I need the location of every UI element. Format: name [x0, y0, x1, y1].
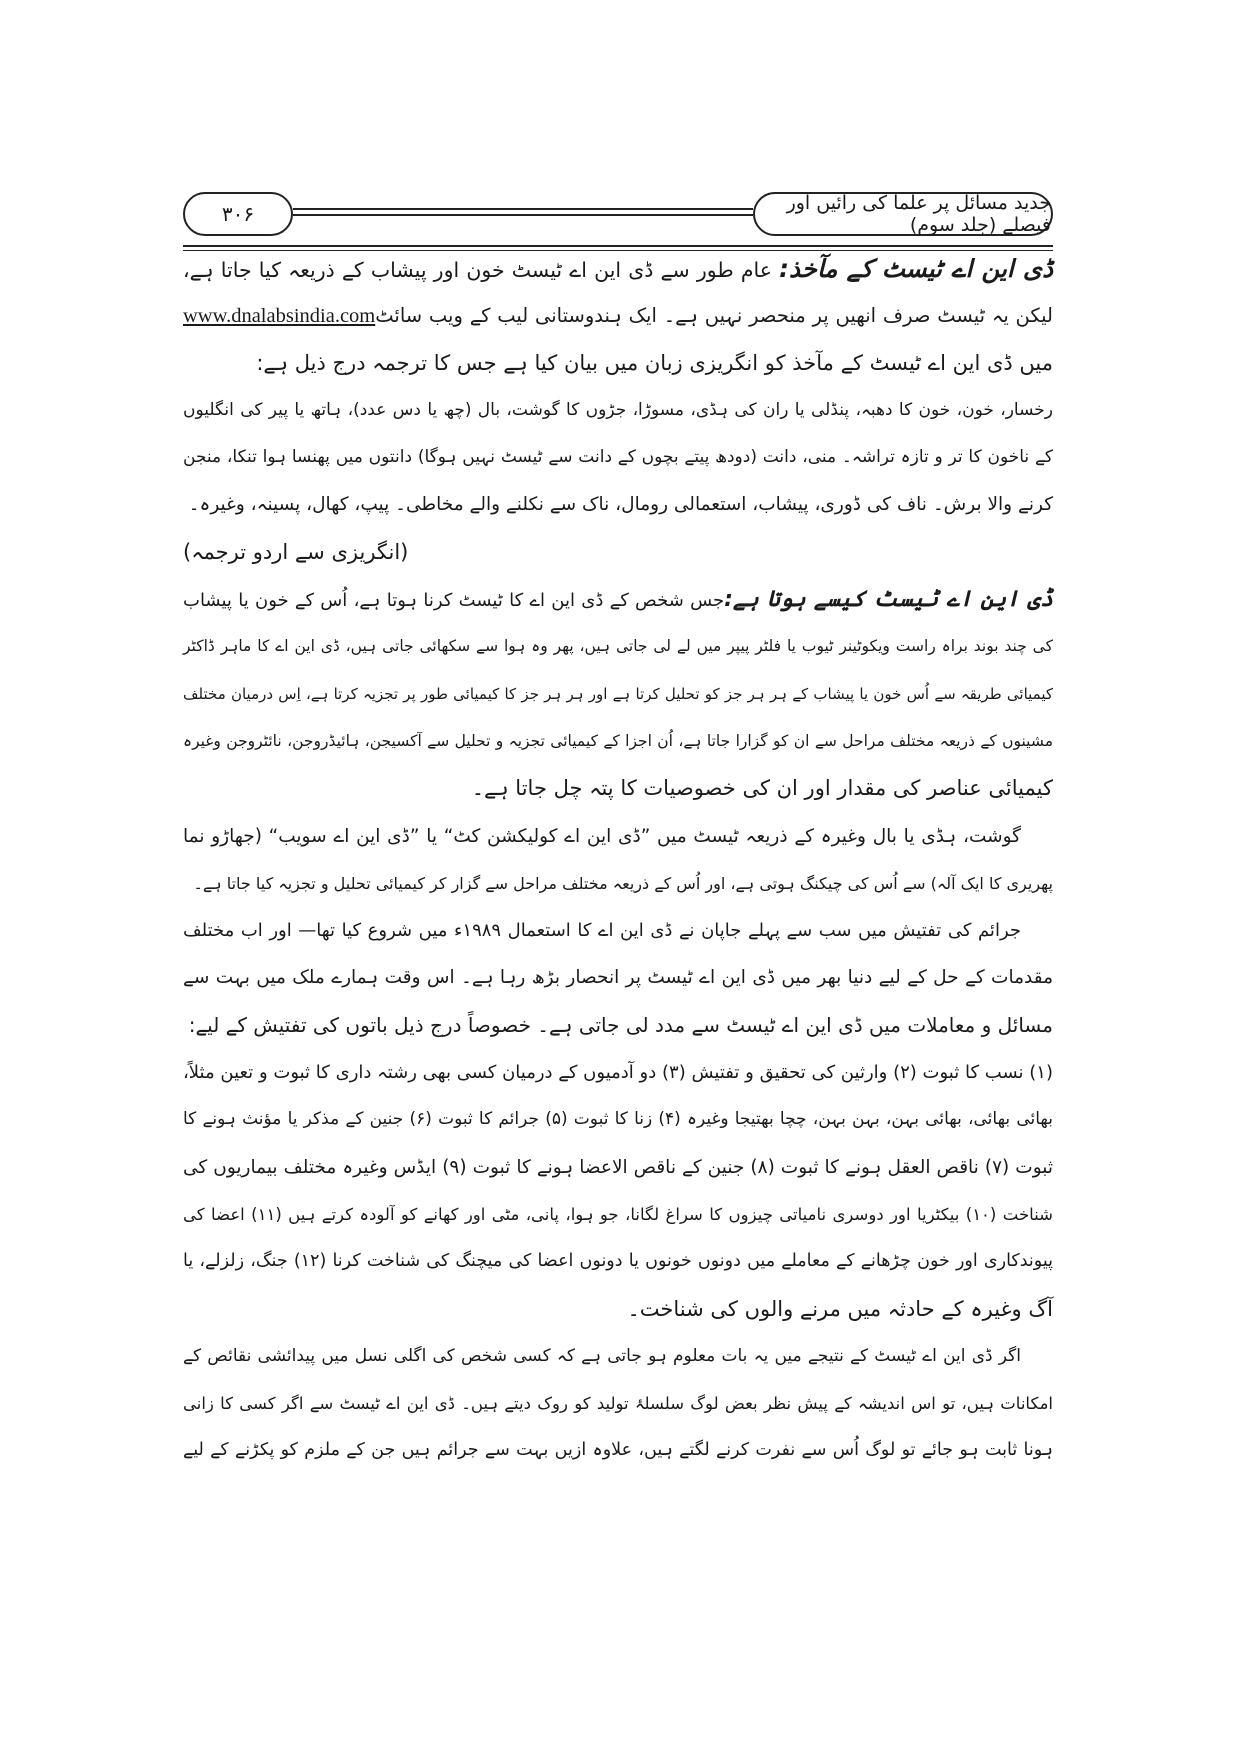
line-text: (انگریزی سے اردو ترجمہ) — [183, 539, 409, 564]
section-heading: ڈی این اے ٹیسٹ کے مآخذ: — [779, 254, 1053, 283]
line-text: مشینوں کے ذریعہ مختلف مراحل سے ان کو گزارا جاتا ہے، اُن اجزا کے کیمیائی تجزیہ و تحلیل سے آکسیجن، ہائیڈروجن، نائٹروجن وغیرہ — [183, 731, 1053, 750]
text-line — [183, 1427, 1053, 1474]
section-heading-line — [183, 576, 1053, 623]
text-line — [183, 1286, 1053, 1333]
line-text: بھائی بھائی، بھائی بہن، بہن بہن، چچا بھتیجا وغیرہ (۴) زنا کا ثبوت (۵) جرائم کا ثبوت (۶) جنین کے مذکر یا مؤنث ہونے کا — [183, 1109, 1053, 1130]
text-line — [183, 765, 1053, 812]
line-text: گوشت، ہڈی یا بال وغیرہ کے ذریعہ ٹیسٹ میں ”ڈی این اے کولیکشن کٹ“ یا ”ڈی این اے سویب“ (جھاڑو نما — [183, 825, 1021, 847]
line-text: رخسار، خون، خون کا دھبہ، پنڈلی یا ران کی ہڈی، مسوڑا، جڑوں کا گوشت، بال (چھ یا دس عدد)، ہاتھ یا پیر کی انگلیوں — [183, 399, 1053, 420]
line-text: مقدمات کے حل کے لیے دنیا بھر میں ڈی این اے ٹیسٹ پر انحصار بڑھ رہا ہے۔ اس وقت ہمارے ملک میں بہت سے — [183, 967, 1053, 989]
line-text: امکانات ہیں، تو اس اندیشہ کے پیش نظر بعض لوگ سلسلۂ تولید کو روک دیتے ہیں۔ ڈی این اے ٹیسٹ سے اگر کسی کا زانی — [183, 1394, 1053, 1414]
line-text: اگر ڈی این اے ٹیسٹ کے نتیجے میں یہ بات معلوم ہو جاتی ہے کہ کسی شخص کی اگلی نسل میں پیدائشی نقائص کے — [183, 1345, 1021, 1366]
text-line — [183, 1144, 1053, 1191]
line-text: مسائل و معاملات میں ڈی این اے ٹیسٹ سے مدد لی جاتی ہے۔ خصوصاً درج ذیل باتوں کی تفتیش کے لیے: — [188, 1012, 1053, 1037]
running-header — [183, 192, 1053, 252]
line-text: کیمیائی طریقہ سے اُس خون یا پیشاب کے ہر ہر جز کو تحلیل کرتا ہے اور ہر ہر جز کا کیمیائی طور پر تجزیہ کرتا ہے، اِس درمیان مختلف — [183, 684, 1053, 703]
header-divider — [293, 208, 753, 216]
line-text: ہونا ثابت ہو جائے تو لوگ اُس سے نفرت کرنے لگتے ہیں، علاوہ ازیں بہت سے جرائم ہیں جن کے ملزم کو پکڑنے کے لیے — [183, 1440, 1053, 1461]
line-text: کرنے والا برش۔ ناف کی ڈوری، پیشاب، استعمالی رومال، ناک سے نکلنے والے مخاطی۔ پیپ، کھال، پسینہ، وغیرہ۔ — [188, 494, 1053, 516]
line-text: پیوندکاری اور خون چڑھانے کے معاملے میں دونوں خونوں یا دونوں اعضا کی میچنگ کی شناخت کرنا (۱۲) جنگ، زلزلے، یا — [183, 1251, 1053, 1272]
text-line — [183, 387, 1053, 434]
line-text: آگ وغیرہ کے حادثہ میں مرنے والوں کی شناخت۔ — [627, 1296, 1053, 1321]
line-text: پھریری کا ایک آلہ) سے اُس کی چیکنگ ہوتی ہے، اور اُس کے ذریعہ مختلف مراحل سے گزار کر کیمیائی تحلیل و تجزیہ کیا جاتا ہے۔ — [193, 873, 1053, 893]
page-body — [183, 245, 1053, 1475]
line-text: لیکن یہ ٹیسٹ صرف انھیں پر منحصر نہیں ہے۔ ایک ہندوستانی لیب کے ویب سائٹ — [375, 304, 1053, 328]
text-line — [183, 860, 1053, 907]
text-line — [183, 718, 1053, 765]
page-number: ۳۰۶ — [183, 192, 293, 236]
text-line — [183, 954, 1053, 1001]
text-line — [183, 481, 1053, 528]
line-text: شناخت (۱۰) بیکٹریا اور دوسری نامیاتی چیزوں کا سراغ لگانا، جو ہوا، پانی، مٹی اور کھانے کو آلودہ کرتے ہیں (۱۱) اعضا کی — [183, 1204, 1053, 1224]
text-line — [183, 623, 1053, 670]
text-line — [183, 434, 1053, 481]
text-line — [183, 1049, 1053, 1096]
text-line — [183, 529, 1053, 576]
text-line — [183, 340, 1053, 387]
text-line — [183, 813, 1053, 860]
line-text: جس شخص کے ڈی این اے کا ٹیسٹ کرنا ہوتا ہے، اُس کے خون یا پیشاب — [183, 590, 725, 612]
section-heading: ڈی این اے ٹیسٹ کیسے ہوتا ہے: — [724, 587, 1053, 613]
book-title: جدید مسائل پر علما کی رائیں اور فیصلے (جلد سوم) — [753, 192, 1053, 236]
text-line — [183, 1191, 1053, 1238]
line-text: ثبوت (۷) ناقص العقل ہونے کا ثبوت (۸) جنین کے ناقص الاعضا ہونے کا ثبوت (۹) ایڈس وغیرہ مختلف بیماریوں کی — [183, 1156, 1053, 1178]
line-text: میں ڈی این اے ٹیسٹ کے مآخذ کو انگریزی زبان میں بیان کیا ہے جس کا ترجمہ درج ذیل ہے: — [256, 350, 1053, 375]
website-link[interactable]: www.dnalabsindia.com — [183, 305, 376, 328]
text-line — [183, 1238, 1053, 1285]
text-line — [183, 671, 1053, 718]
text-line — [183, 1333, 1053, 1380]
line-text: عام طور سے ڈی این اے ٹیسٹ خون اور پیشاب کے ذریعہ کیا جاتا ہے، — [183, 258, 780, 282]
line-text: کی چند بوند براہ راست ویکوٹینر ٹیوب یا فلٹر پیپر میں لے لی جاتی ہیں، پھر وہ ہوا سے سکھائی جاتی ہیں، ڈی این اے کا ماہر ڈاکٹر — [183, 637, 1053, 656]
line-text: کیمیائی عناصر کی مقدار اور ان کی خصوصیات کا پتہ چل جاتا ہے۔ — [471, 776, 1053, 801]
text-line — [183, 292, 1053, 339]
text-line — [183, 1002, 1053, 1049]
text-line — [183, 1380, 1053, 1427]
text-line — [183, 907, 1053, 954]
line-text: (۱) نسب کا ثبوت (۲) وارثین کی تحقیق و تفتیش (۳) دو آدمیوں کے درمیان کسی بھی رشتہ داری کا ثبوت و تعین مثلاً، — [183, 1062, 1053, 1084]
section-heading-line — [183, 245, 1053, 292]
text-line — [183, 1096, 1053, 1143]
line-text: کے ناخون کا تر و تازہ تراشہ۔ منی، دانت (دودھ پیتے بچوں کے دانت سے ٹیسٹ نہیں ہوگا) دانتوں میں پھنسا ہوا تنکا، منجن — [183, 447, 1053, 468]
line-text: جرائم کی تفتیش میں سب سے پہلے جاپان نے ڈی این اے کا استعمال ۱۹۸۹ء میں شروع کیا تھا— اور اب مختلف — [183, 920, 1021, 942]
